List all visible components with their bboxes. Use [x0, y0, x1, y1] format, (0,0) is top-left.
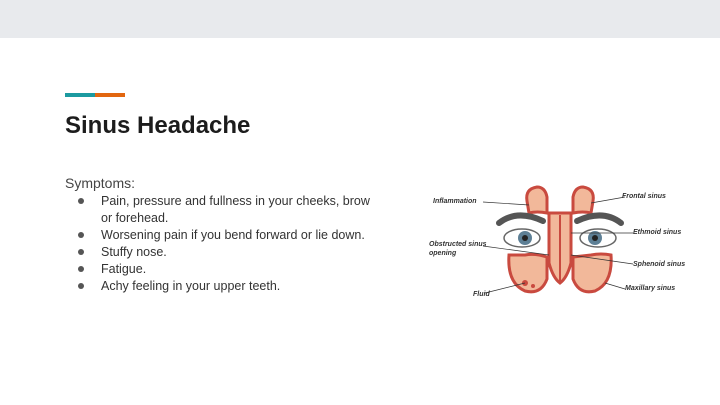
list-item — [78, 244, 378, 261]
label-maxillary-sinus: Maxillary sinus — [625, 285, 676, 292]
bullet-icon — [78, 232, 84, 238]
label-ethmoid-sinus: Ethmoid sinus — [633, 229, 682, 236]
list-item — [78, 278, 378, 295]
symptom-text: Stuffy nose. — [101, 245, 167, 259]
label-sphenoid-sinus: Sphenoid sinus — [633, 261, 686, 268]
sinus-anatomy-drawing — [499, 187, 621, 292]
bullet-icon — [78, 249, 84, 255]
symptom-text: Worsening pain if you bend forward or lie down. — [101, 228, 365, 242]
symptom-text: Fatigue. — [101, 262, 147, 276]
label-frontal-sinus: Frontal sinus — [622, 193, 666, 200]
bullet-icon — [78, 198, 84, 204]
accent-line-teal — [65, 93, 95, 97]
symptoms-heading: Symptoms: — [65, 175, 136, 191]
symptom-text: Achy feeling in your upper teeth. — [101, 279, 281, 293]
label-fluid: Fluid — [473, 291, 490, 298]
label-inflammation: Inflammation — [433, 198, 477, 205]
symptom-text: Pain, pressure and fullness in your cheeks, brow or forehead. — [101, 194, 370, 225]
label-opening: opening — [429, 250, 457, 257]
sinus-illustration — [425, 183, 695, 303]
slide-title: Sinus Headache — [65, 112, 251, 139]
list-item — [78, 261, 378, 278]
sinus-diagram — [425, 183, 695, 303]
accent-line-orange — [95, 93, 125, 97]
list-item — [78, 193, 378, 227]
bullet-icon — [78, 283, 84, 289]
list-item — [78, 227, 378, 244]
bullet-icon — [78, 266, 84, 272]
symptom-list — [78, 193, 378, 295]
top-bar — [0, 0, 720, 38]
label-obstructed-sinus: Obstructed sinus — [429, 241, 487, 248]
